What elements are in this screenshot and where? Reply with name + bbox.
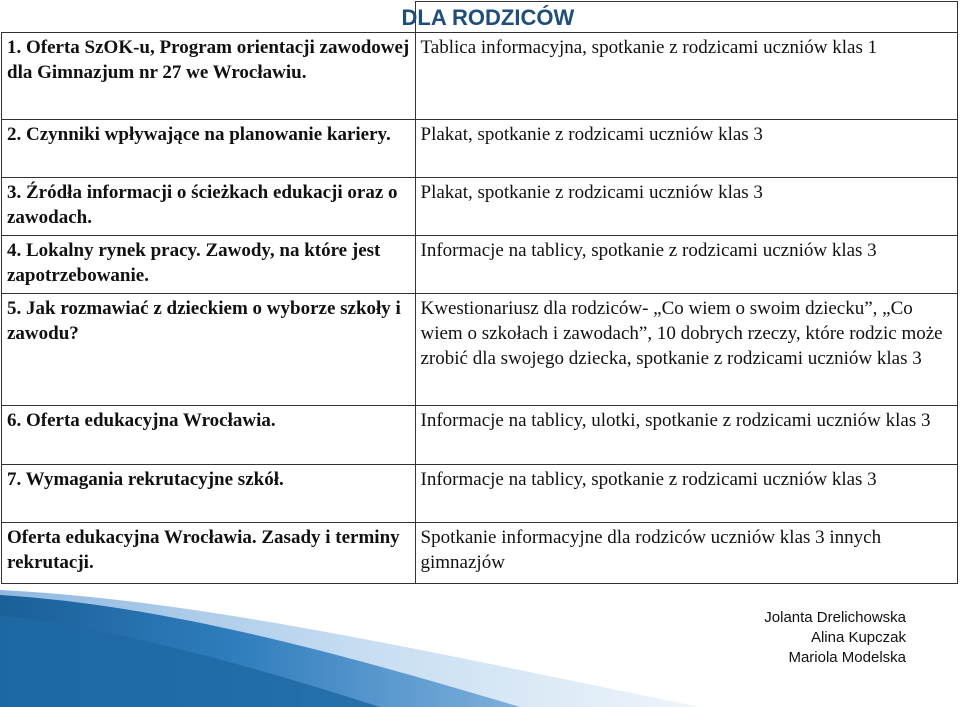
table-row <box>2 178 958 236</box>
header-title-cell <box>401 2 958 33</box>
table-row <box>2 120 958 178</box>
topic-cell: 3. Źródła informacji o ścieżkach edukacji oraz o zawodach. <box>2 178 416 236</box>
topic-cell: 7. Wymagania rekrutacyjne szkół. <box>2 465 416 523</box>
author-name: Alina Kupczak <box>810 629 906 646</box>
table-header-row <box>2 2 958 33</box>
table-row <box>2 465 958 523</box>
topic-cell: 4. Lokalny rynek pracy. Zawody, na które jest zapotrzebowanie. <box>2 236 416 294</box>
description-cell: Informacje na tablicy, spotkanie z rodzicami uczniów klas 3 <box>415 236 958 294</box>
table-row <box>2 294 958 406</box>
table-row <box>2 236 958 294</box>
topic-cell: Oferta edukacyjna Wrocławia. Zasady i terminy rekrutacji. <box>2 523 416 584</box>
topic-cell: 5. Jak rozmawiać z dzieckiem o wyborze szkoły i zawodu? <box>2 294 416 406</box>
authors-block <box>764 608 906 668</box>
table-row <box>2 33 958 120</box>
author-name: Jolanta Drelichowska <box>764 609 906 626</box>
description-cell: Kwestionariusz dla rodziców- „Co wiem o swoim dziecku”, „Co wiem o szkołach i zawodach”, 10 dobrych rzeczy, które rodzic może zrobić dla swojego dziecka, spotkanie z rodzicami uczniów klas 3 <box>415 294 958 406</box>
description-cell: Informacje na tablicy, ulotki, spotkanie z rodzicami uczniów klas 3 <box>415 406 958 465</box>
page-title: DLA RODZICÓW <box>401 5 575 30</box>
description-cell: Tablica informacyjna, spotkanie z rodzicami uczniów klas 1 <box>415 33 958 120</box>
author-name: Mariola Modelska <box>788 649 906 666</box>
header-empty-cell <box>2 2 416 33</box>
description-cell: Informacje na tablicy, spotkanie z rodzicami uczniów klas 3 <box>415 465 958 523</box>
topic-cell: 2. Czynniki wpływające na planowanie kariery. <box>2 120 416 178</box>
description-cell: Spotkanie informacyjne dla rodziców uczniów klas 3 innych gimnazjów <box>415 523 958 584</box>
topic-cell: 6. Oferta edukacyjna Wrocławia. <box>2 406 416 465</box>
table-row <box>2 406 958 465</box>
content-table <box>1 1 958 584</box>
topic-cell: 1. Oferta SzOK-u, Program orientacji zawodowej dla Gimnazjum nr 27 we Wrocławiu. <box>2 33 416 120</box>
description-cell: Plakat, spotkanie z rodzicami uczniów klas 3 <box>415 120 958 178</box>
description-cell: Plakat, spotkanie z rodzicami uczniów klas 3 <box>415 178 958 236</box>
